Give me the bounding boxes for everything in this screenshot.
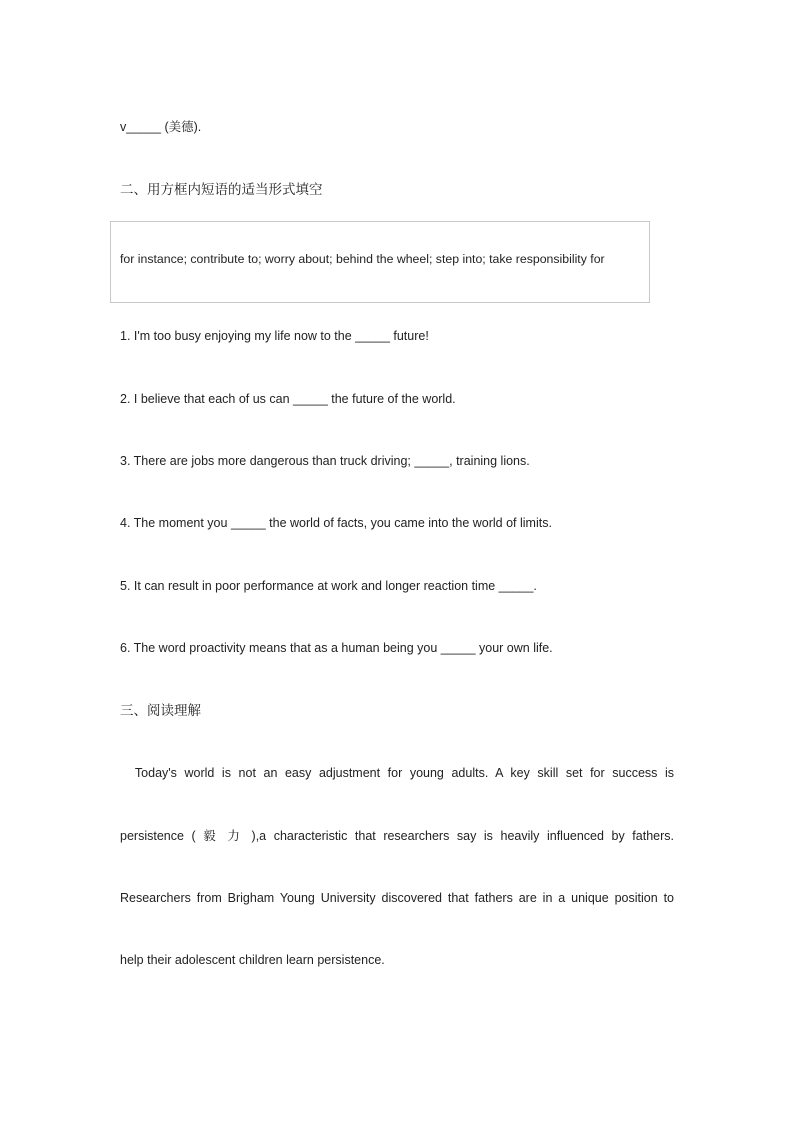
exercise-item-5: 5. It can result in poor performance at work and longer reaction time _____. [120,579,537,593]
section-heading-phrase-fill: 二、用方框内短语的适当形式填空 [120,182,323,197]
phrase-box [110,221,650,303]
exercise-item-1: 1. I'm too busy enjoying my life now to the _____ future! [120,329,429,343]
prior-exercise-tail: v_____ (美德). [120,120,202,134]
reading-passage-line-4: help their adolescent children learn persistence. [120,953,385,967]
exercise-item-4: 4. The moment you _____ the world of facts, you came into the world of limits. [120,516,552,530]
exercise-item-2: 2. I believe that each of us can _____ the future of the world. [120,392,456,406]
reading-passage-line-2: persistence ( 毅 力 ),a characteristic that researchers say is heavily influenced by fathers. [120,829,674,843]
reading-passage-line-3: Researchers from Brigham Young University discovered that fathers are in a unique position to [120,891,674,905]
phrase-list: for instance; contribute to; worry about; behind the wheel; step into; take responsibility for [120,252,605,266]
exercise-item-6: 6. The word proactivity means that as a human being you _____ your own life. [120,641,553,655]
section-heading-reading: 三、阅读理解 [120,703,201,718]
exercise-item-3: 3. There are jobs more dangerous than truck driving; _____, training lions. [120,454,530,468]
reading-passage-line-1: Today's world is not an easy adjustment for young adults. A key skill set for success is [120,766,674,780]
